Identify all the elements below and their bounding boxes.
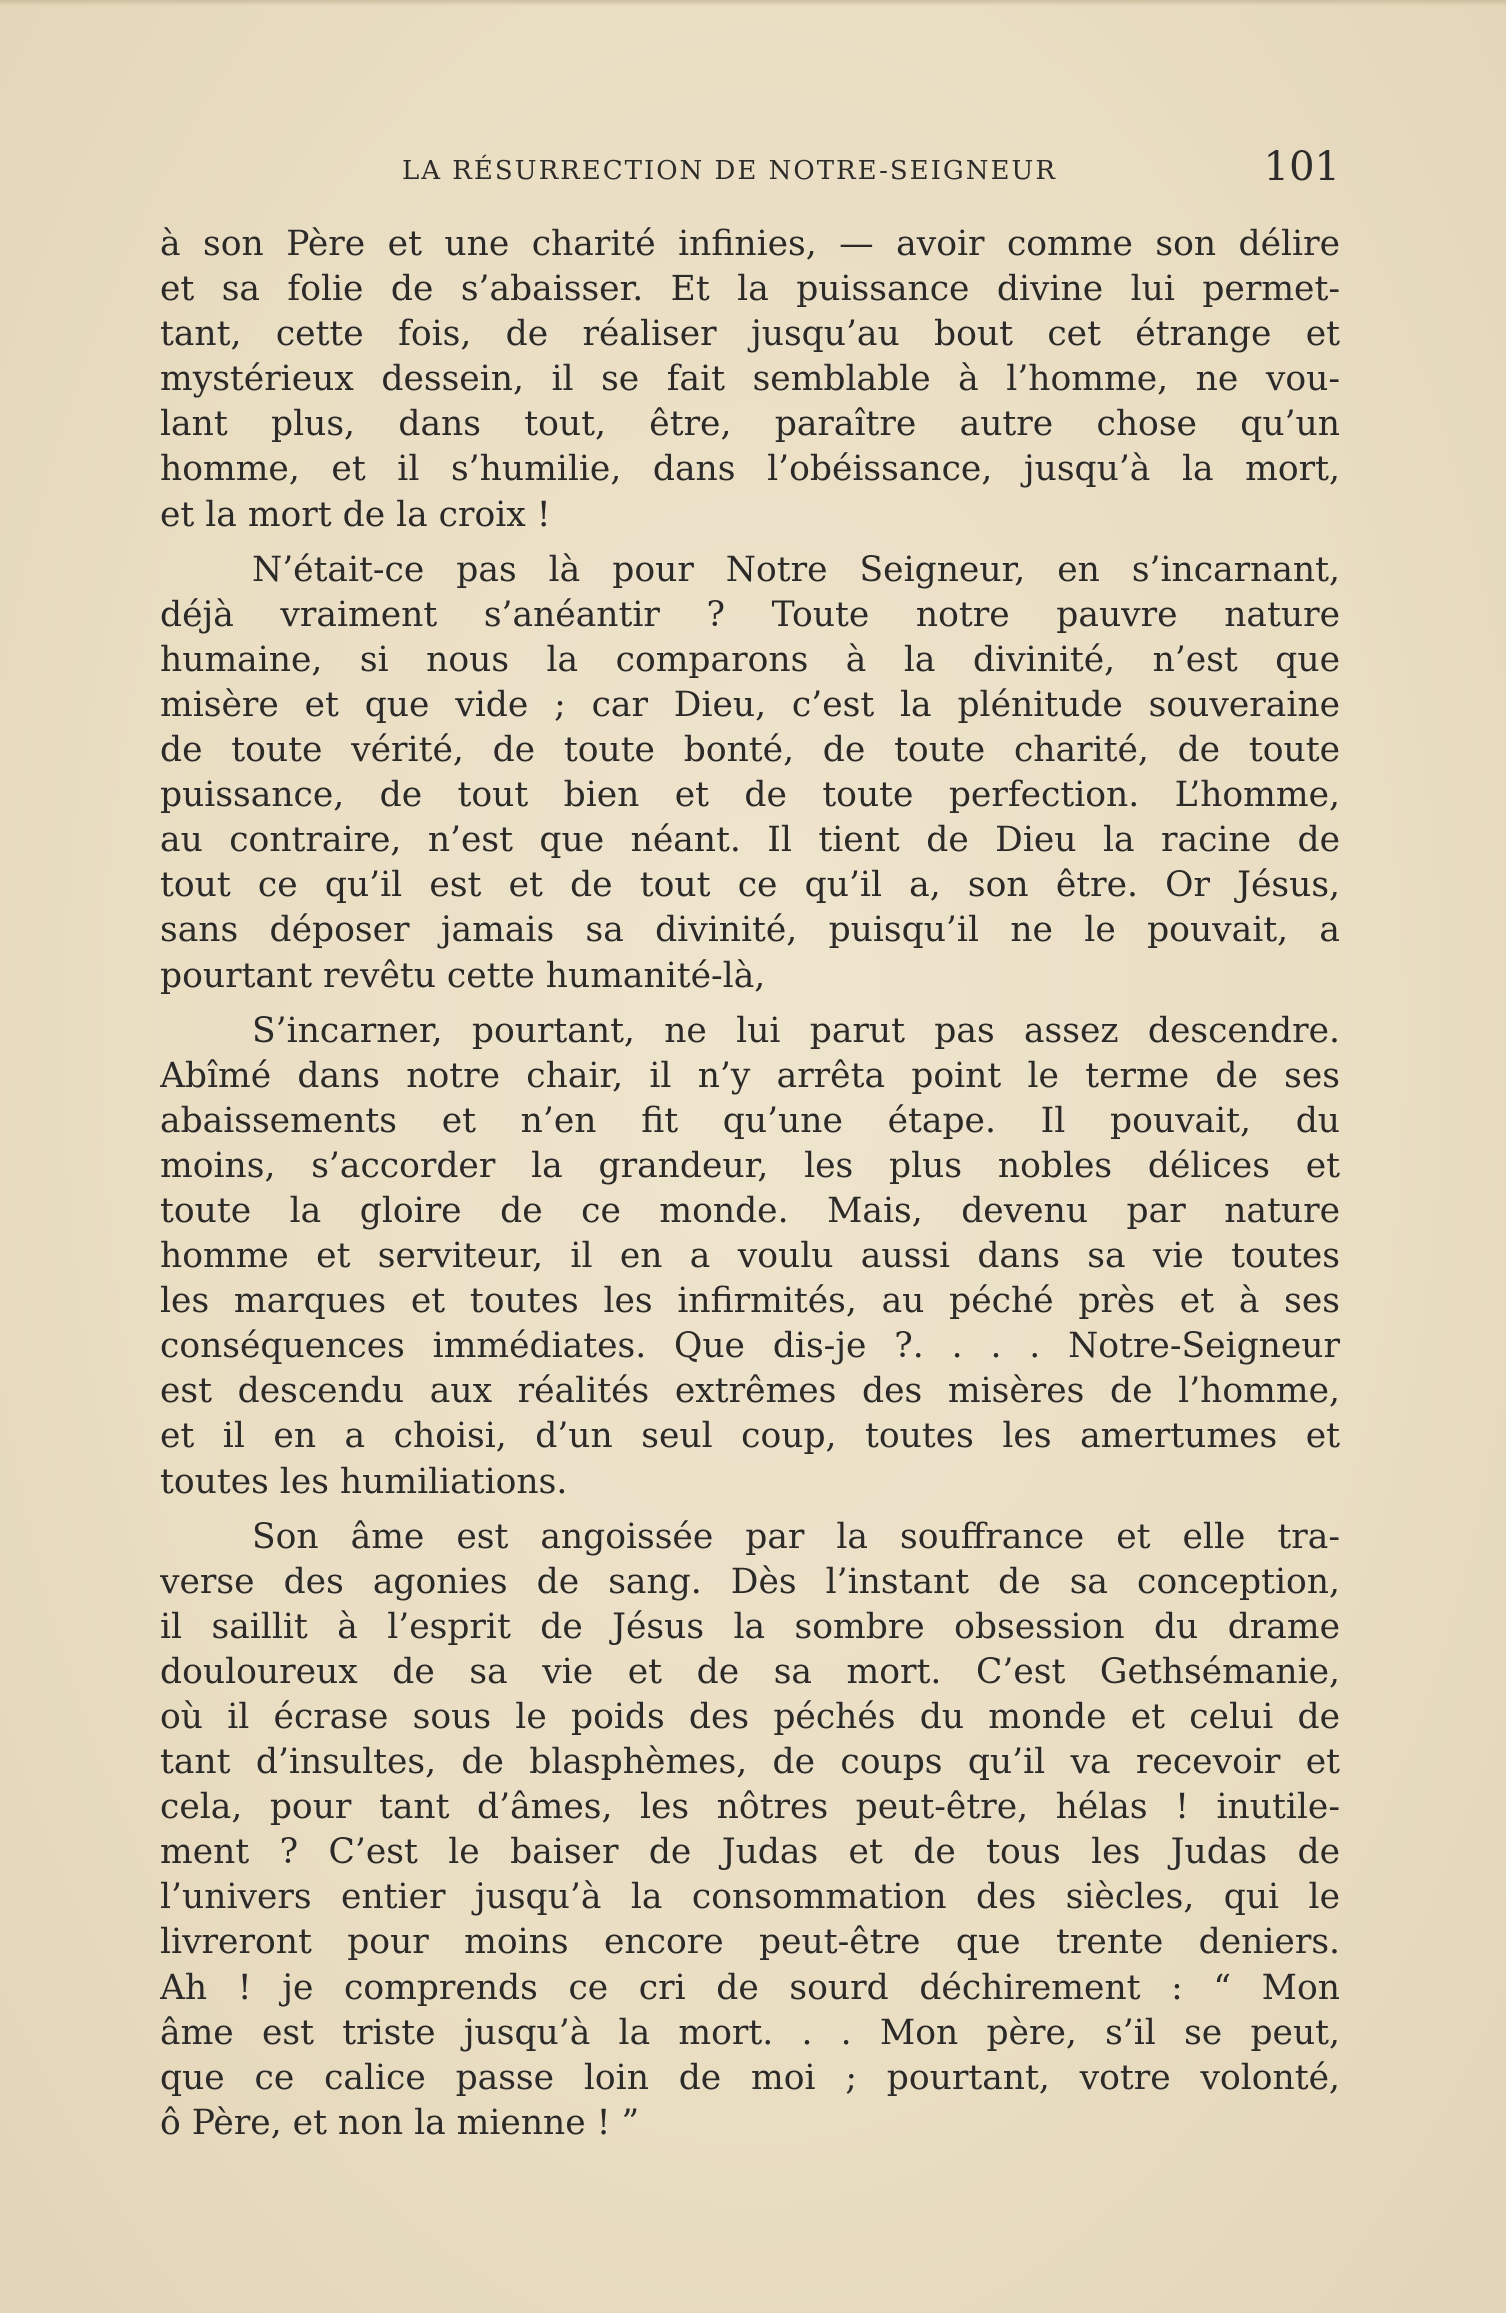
paragraph (160, 1515, 1340, 2146)
text-line: et sa folie de s’abaisser. Et la puissance divine lui permet- (160, 269, 1340, 310)
text-line: âme est triste jusqu’à la mort. . . Mon père, s’il se peut, (160, 2012, 1340, 2053)
text-line: abaissements et n’en fit qu’une étape. Il pouvait, du (160, 1100, 1340, 1141)
text-line: verse des agonies de sang. Dès l’instant de sa conception, (160, 1561, 1340, 1602)
page-top-edge (0, 0, 1506, 6)
text-line: les marques et toutes les infirmités, au péché près et à ses (160, 1281, 1340, 1322)
text-line: et il en a choisi, d’un seul coup, toutes les amertumes et (160, 1416, 1340, 1457)
text-line: tant d’insultes, de blasphèmes, de coups qu’il va recevoir et (160, 1742, 1340, 1783)
text-line: mystérieux dessein, il se fait semblable à l’homme, ne vou- (160, 359, 1340, 400)
page-number: 101 (1263, 144, 1340, 190)
text-line: livreront pour moins encore peut-être que trente deniers. (160, 1922, 1340, 1963)
page-header (160, 142, 1340, 192)
text-line: homme, et il s’humilie, dans l’obéissance, jusqu’à la mort, (160, 449, 1340, 490)
paragraph-gap (160, 1505, 1340, 1515)
text-line: ô Père, et non la mienne ! ” (160, 2102, 640, 2143)
paragraph-gap (160, 999, 1340, 1009)
text-line: sans déposer jamais sa divinité, puisqu’il ne le pouvait, a (160, 910, 1340, 951)
text-line: N’était-ce pas là pour Notre Seigneur, en s’incarnant, (252, 549, 1340, 590)
text-line: l’univers entier jusqu’à la consommation des siècles, qui le (160, 1877, 1340, 1918)
text-line: à son Père et une charité infinies, — avoir comme son délire (160, 224, 1340, 264)
text-line: de toute vérité, de toute bonté, de toute charité, de toute (160, 730, 1340, 771)
text-line: il saillit à l’esprit de Jésus la sombre obsession du drame (160, 1606, 1340, 1647)
text-line: homme et serviteur, il en a voulu aussi dans sa vie toutes (160, 1236, 1340, 1277)
text-line: humaine, si nous la comparons à la divinité, n’est que (160, 639, 1340, 680)
text-line: que ce calice passe loin de moi ; pourtant, votre volonté, (160, 2057, 1340, 2098)
text-line: Son âme est angoissée par la souffrance et elle tra- (252, 1516, 1340, 1557)
text-line: moins, s’accorder la grandeur, les plus nobles délices et (160, 1145, 1340, 1186)
text-line: ment ? C’est le baiser de Judas et de tous les Judas de (160, 1832, 1340, 1873)
text-line: au contraire, n’est que néant. Il tient de Dieu la racine de (160, 820, 1340, 861)
text-line: et la mort de la croix ! (160, 494, 551, 535)
text-line: pourtant revêtu cette humanité-là, (160, 955, 766, 996)
text-line: Ah ! je comprends ce cri de sourd déchirement : “ Mon (160, 1967, 1340, 2008)
text-line: puissance, de tout bien et de toute perfection. L’homme, (160, 775, 1340, 816)
body-text (160, 222, 1340, 2222)
paragraph (160, 222, 1340, 538)
paragraph (160, 1009, 1340, 1505)
paragraph (160, 548, 1340, 999)
text-line: où il écrase sous le poids des péchés du monde et celui de (160, 1697, 1340, 1737)
text-line: toute la gloire de ce monde. Mais, devenu par nature (160, 1190, 1340, 1231)
text-line: lant plus, dans tout, être, paraître autre chose qu’un (160, 404, 1340, 445)
text-line: tout ce qu’il est et de tout ce qu’il a, son être. Or Jésus, (160, 865, 1340, 906)
text-line: conséquences immédiates. Que dis-je ?. . . . Notre-Seigneur (160, 1326, 1340, 1367)
text-line: toutes les humiliations. (160, 1461, 568, 1502)
text-line: déjà vraiment s’anéantir ? Toute notre pauvre nature (160, 594, 1340, 635)
paragraph-gap (160, 538, 1340, 548)
text-line: douloureux de sa vie et de sa mort. C’est Gethsémanie, (160, 1651, 1340, 1692)
text-line: cela, pour tant d’âmes, les nôtres peut-être, hélas ! inutile- (160, 1787, 1340, 1828)
text-line: misère et que vide ; car Dieu, c’est la plénitude souveraine (160, 684, 1340, 725)
text-line: est descendu aux réalités extrêmes des misères de l’homme, (160, 1371, 1340, 1412)
text-line: Abîmé dans notre chair, il n’y arrêta point le terme de ses (160, 1055, 1340, 1096)
running-title: LA RÉSURRECTION DE NOTRE-SEIGNEUR (402, 156, 1057, 186)
text-line: S’incarner, pourtant, ne lui parut pas assez descendre. (252, 1010, 1340, 1051)
text-line: tant, cette fois, de réaliser jusqu’au bout cet étrange et (160, 314, 1340, 355)
